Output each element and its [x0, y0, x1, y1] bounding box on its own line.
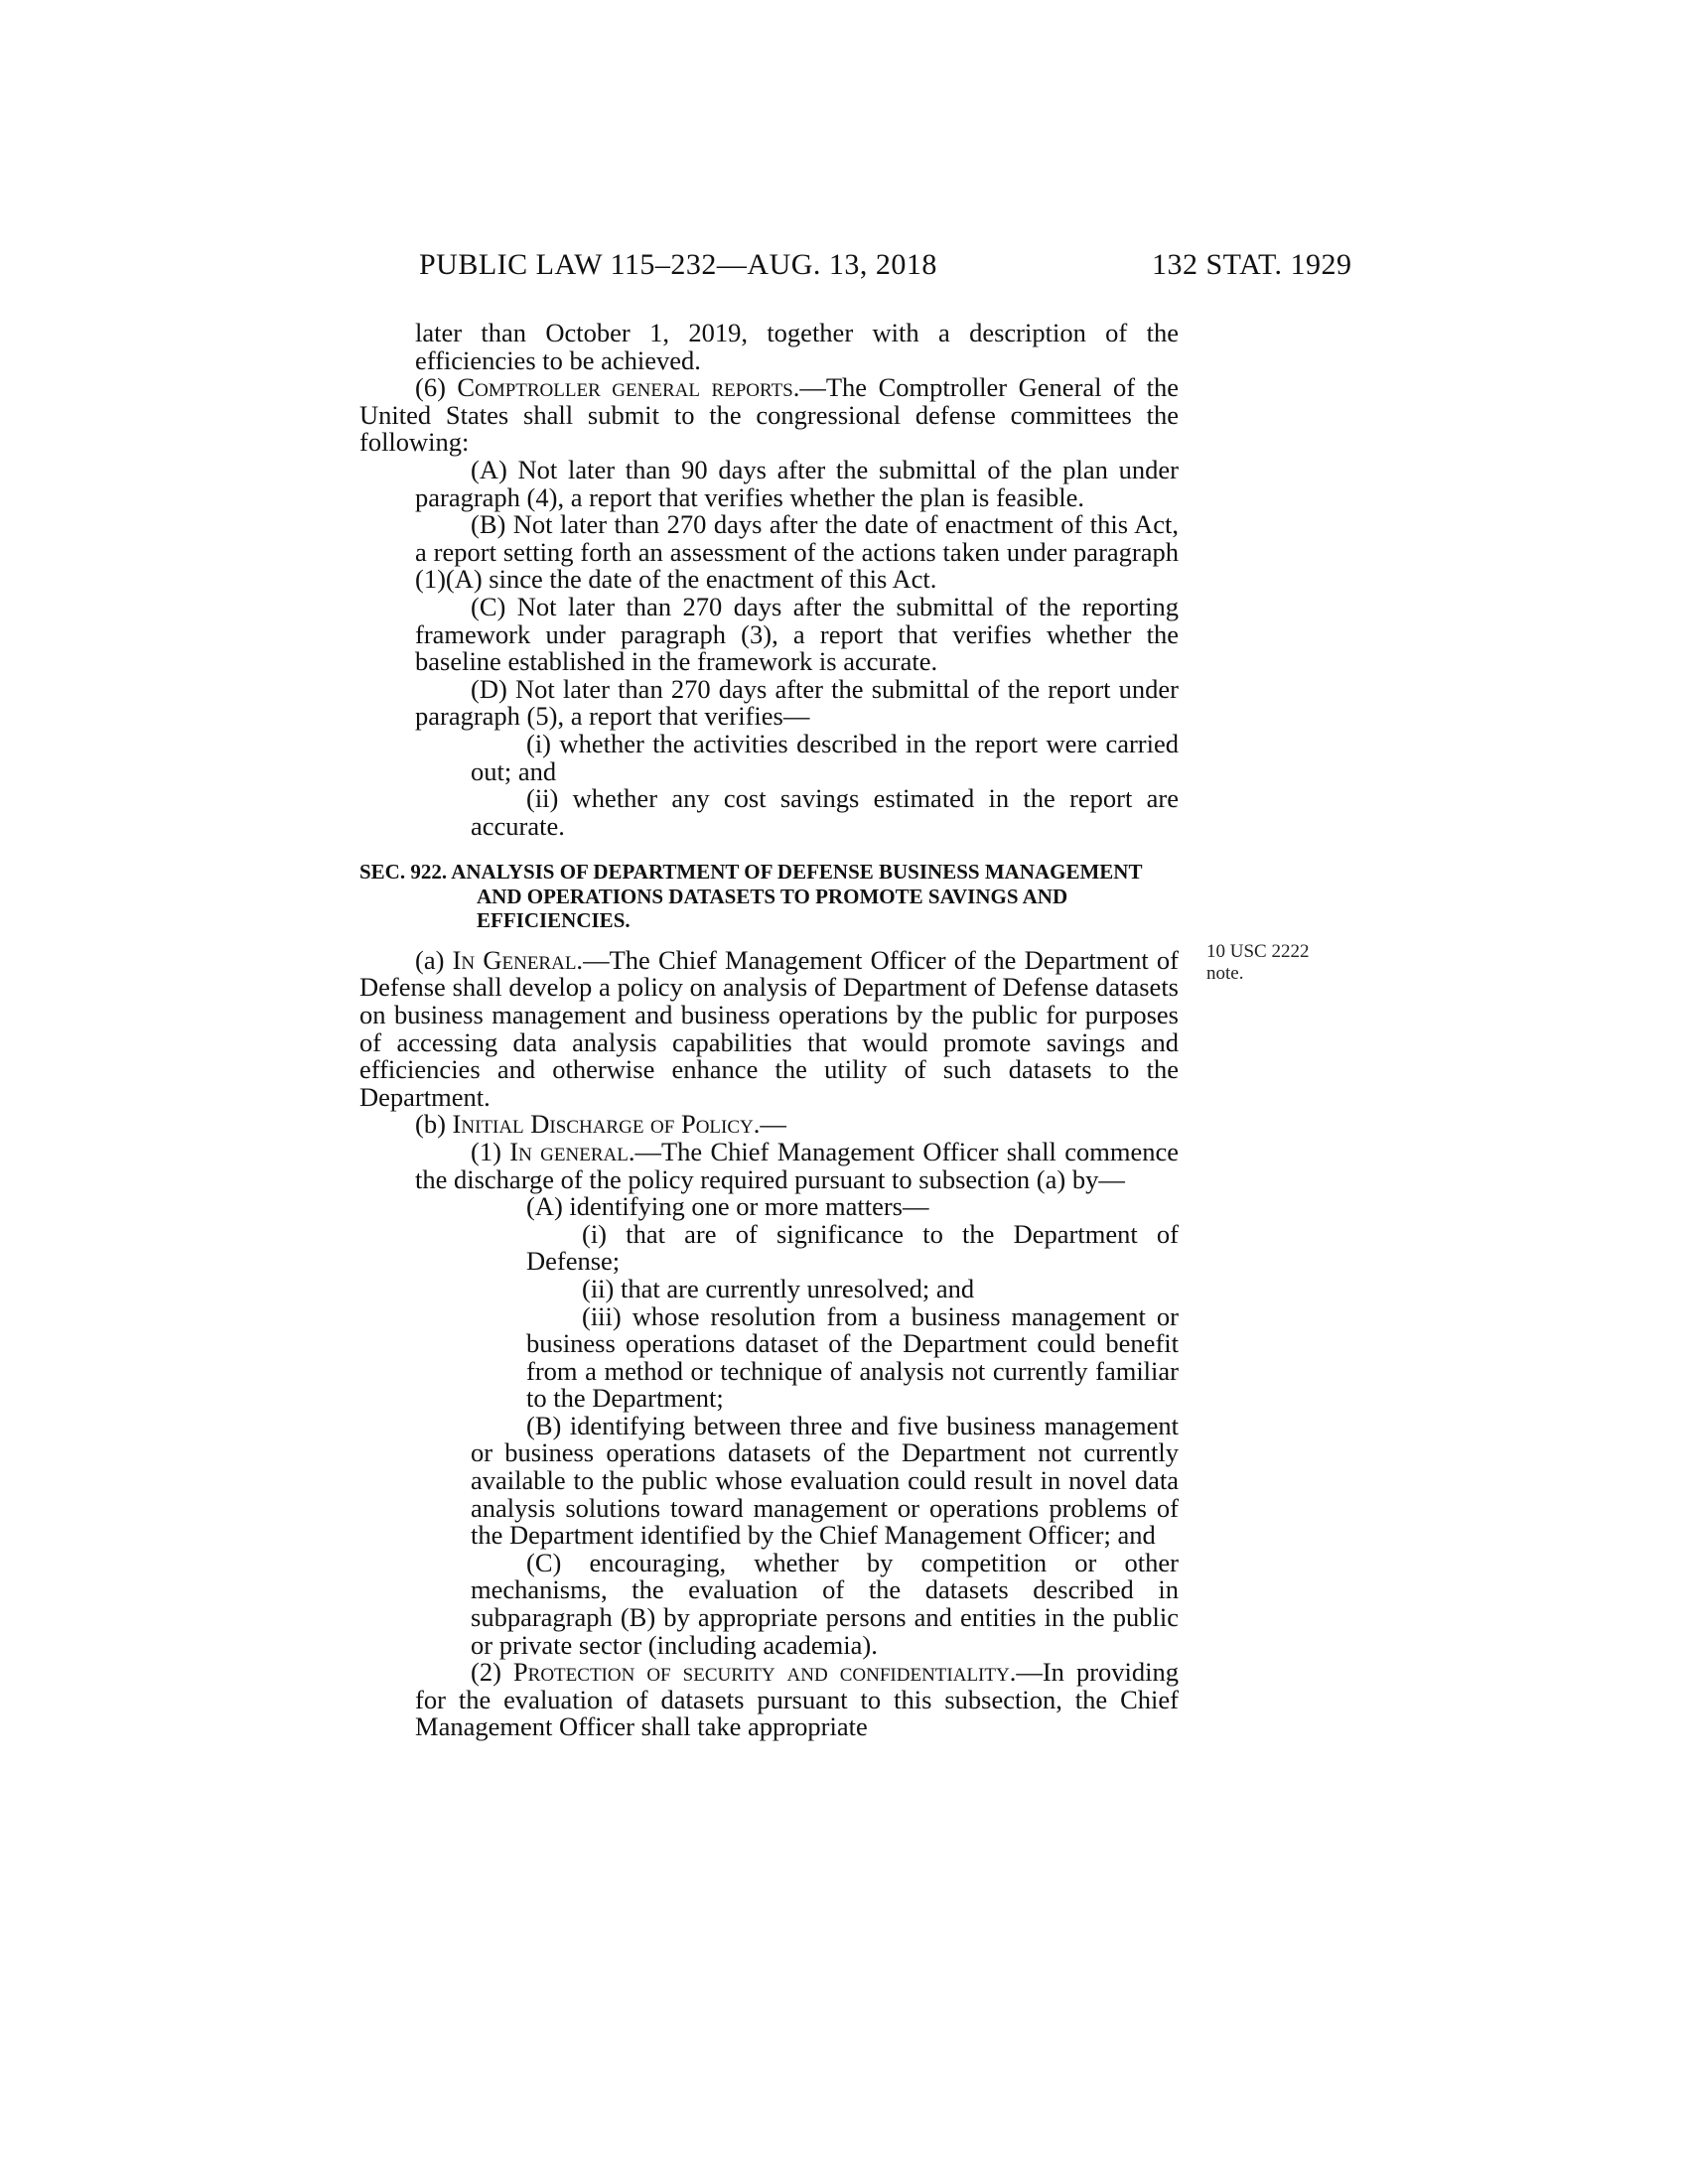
subparagraph-c: (C) Not later than 270 days after the submittal of the reporting framework under paragraph (3), a report that verifies whether the baseline established in the framework is accurate. [415, 591, 1179, 677]
clause-d-ii: (ii) whether any cost savings estimated in the report are accurate. [471, 783, 1179, 841]
paragraph-b-1-text: —The Chief Management Officer shall commence the discharge of the policy required pursuant to subsection (a) by— [415, 1136, 1179, 1194]
subparagraph-b-1-c: (C) encouraging, whether by competition or other mechanisms, the evaluation of the datasets described in subparagraph (B) by appropriate persons and entities in the public or private sector (including academia). [471, 1547, 1179, 1660]
paragraph-continuation: later than October 1, 2019, together with a description of the efficiencies to be achieved. [415, 318, 1179, 375]
subparagraph-b: (B) Not later than 270 days after the date of enactment of this Act, a report setting forth an assessment of the actions taken under paragraph (1)(A) since the date of the enactment of this Act. [415, 509, 1179, 595]
section-title: ANALYSIS OF DEPARTMENT OF DEFENSE BUSINESS MANAGEMENT AND OPERATIONS DATASETS TO PROMOTE SAVINGS AND EFFICIENCIES. [451, 860, 1143, 933]
subparagraph-b-1-a: (A) identifying one or more matters— [526, 1191, 929, 1222]
paragraph-b-1-number: (1) [471, 1136, 510, 1166]
subsection-b-number: (b) [415, 1109, 453, 1140]
subsection-a-text: —The Chief Management Officer of the Department of Defense shall develop a policy on analysis of Department of Defense datasets on business management and business operations by the public for purposes of accessing data analysis capabilities that would promote savings and efficiencies and otherwise enhance the utility of such datasets to the Department. [359, 944, 1179, 1112]
clause-b-1-a-i: (i) that are of significance to the Department of Defense; [526, 1218, 1179, 1277]
subsection-b [359, 1111, 1179, 1139]
clause-b-1-a-ii: (ii) that are currently unresolved; and [582, 1273, 975, 1303]
paragraph-b-1-heading: In general. [509, 1136, 635, 1166]
margin-note-suffix: note. [1206, 963, 1244, 984]
page-header [0, 248, 1688, 288]
subparagraph-b-1-b: (B) identifying between three and five business management or business operations datasets of the Department not currently available to the public whose evaluation could result in novel data analysis solutions toward management or operations problems of the Department identified by the Chief Management Officer; and [471, 1410, 1179, 1551]
section-number: SEC. 922. [359, 860, 448, 885]
clause-b-1-a-iii: (iii) whose resolution from a business management or business operations dataset of the Department could benefit from a method or technique of analysis not currently familiar to the Department; [526, 1300, 1179, 1414]
paragraph-b-2-number: (2) [471, 1657, 513, 1688]
margin-note [1206, 941, 1345, 985]
subsection-a [359, 944, 1179, 1112]
clause-d-i: (i) whether the activities described in the report were carried out; and [471, 728, 1179, 786]
paragraph-b-2-text: —In providing for the evaluation of datasets pursuant to this subsection, the Chief Management Officer shall take appropriate [415, 1657, 1179, 1742]
document-body [359, 320, 1179, 1741]
paragraph-6-text: —The Comptroller General of the United States shall submit to the congressional defense committees the following: [359, 372, 1180, 458]
paragraph-b-2-heading: Protection of security and confidentiality. [512, 1657, 1017, 1688]
subsection-a-number: (a) [415, 944, 453, 975]
paragraph-b-1 [359, 1136, 1179, 1194]
running-head-title: PUBLIC LAW 115–232—AUG. 13, 2018 [419, 248, 937, 281]
subparagraph-a: (A) Not later than 90 days after the submittal of the plan under paragraph (4), a report that verifies whether the plan is feasible. [415, 454, 1179, 512]
paragraph-6 [359, 374, 1179, 457]
subparagraph-d: (D) Not later than 270 days after the submittal of the report under paragraph (5), a report that verifies— [415, 673, 1179, 732]
paragraph-b-2 [359, 1659, 1179, 1741]
subsection-b-text: — [760, 1109, 786, 1140]
paragraph-6-number: (6) [415, 372, 458, 403]
subsection-b-heading: Initial Discharge of Policy. [452, 1109, 761, 1140]
subsection-a-heading: In General. [452, 944, 584, 975]
section-heading [359, 860, 1179, 933]
margin-note-citation: 10 USC 2222 [1206, 941, 1310, 962]
statute-page-number: 132 STAT. 1929 [1152, 248, 1352, 281]
paragraph-6-heading: Comptroller general reports. [457, 372, 800, 403]
